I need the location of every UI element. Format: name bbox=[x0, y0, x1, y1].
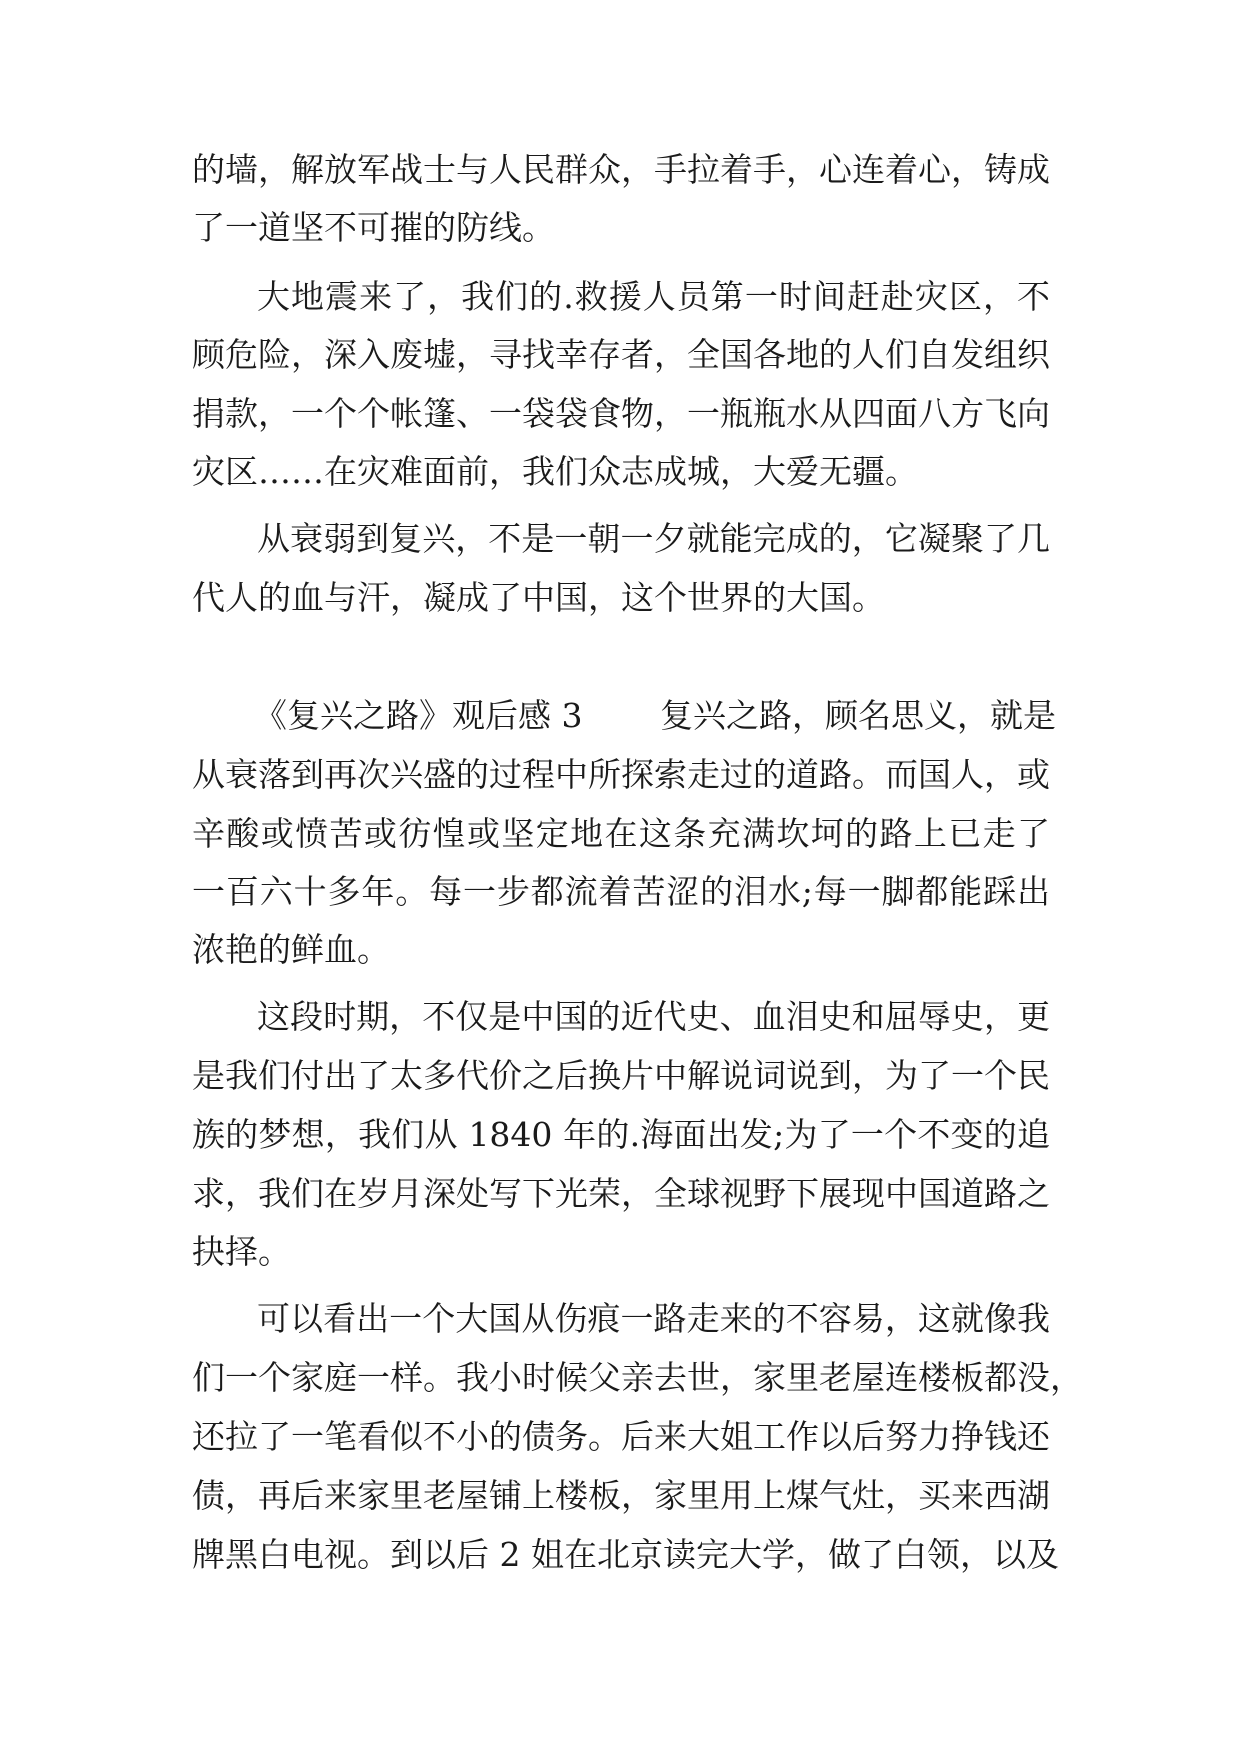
text-line: 还拉了一笔看似不小的债务。后来大姐工作以后努力挣钱还 bbox=[192, 1417, 1050, 1456]
text-line: 了一道坚不可摧的防线。 bbox=[192, 208, 555, 247]
text-line: 辛酸或愤苦或彷惶或坚定地在这条充满坎坷的路上已走了 bbox=[192, 814, 1050, 853]
text-line: 顾危险，深入废墟，寻找幸存者，全国各地的人们自发组织 bbox=[192, 335, 1050, 374]
text-line: 灾区……在灾难面前，我们众志成城，大爱无疆。 bbox=[192, 452, 918, 491]
text-line: 们一个家庭一样。我小时候父亲去世，家里老屋连楼板都没， bbox=[192, 1358, 1083, 1397]
text-line: 一百六十多年。每一步都流着苦涩的泪水;每一脚都能踩出 bbox=[192, 872, 1050, 911]
text-line: 族的梦想，我们从 1840 年的.海面出发;为了一个不变的追 bbox=[192, 1115, 1050, 1154]
text-line: 的墙，解放军战士与人民群众，手拉着手，心连着心，铸成 bbox=[192, 150, 1050, 189]
section-title: 《复兴之路》观后感 3 bbox=[254, 696, 583, 735]
paragraph-first-line: 可以看出一个大国从伤痕一路走来的不容易，这就像我 bbox=[257, 1299, 1050, 1338]
paragraph-first-line: 从衰弱到复兴，不是一朝一夕就能完成的，它凝聚了几 bbox=[257, 519, 1050, 558]
text-line: 是我们付出了太多代价之后换片中解说词说到，为了一个民 bbox=[192, 1056, 1050, 1095]
text-line: 复兴之路，顾名思义，就是 bbox=[660, 696, 1056, 735]
text-line: 捐款，一个个帐篷、一袋袋食物，一瓶瓶水从四面八方飞向 bbox=[192, 394, 1050, 433]
text-line: 抉择。 bbox=[192, 1232, 291, 1271]
text-line: 债，再后来家里老屋铺上楼板，家里用上煤气灶，买来西湖 bbox=[192, 1476, 1050, 1515]
paragraph-first-line: 大地震来了，我们的.救援人员第一时间赶赴灾区，不 bbox=[257, 277, 1050, 316]
text-line: 代人的血与汗，凝成了中国，这个世界的大国。 bbox=[192, 578, 885, 617]
text-line: 求，我们在岁月深处写下光荣，全球视野下展现中国道路之 bbox=[192, 1174, 1050, 1213]
text-line: 浓艳的鲜血。 bbox=[192, 930, 390, 969]
text-line: 从衰落到再次兴盛的过程中所探索走过的道路。而国人，或 bbox=[192, 755, 1050, 794]
text-line: 牌黑白电视。到以后 2 姐在北京读完大学，做了白领，以及 bbox=[192, 1535, 1059, 1574]
paragraph-first-line: 这段时期，不仅是中国的近代史、血泪史和屈辱史，更 bbox=[257, 997, 1050, 1036]
